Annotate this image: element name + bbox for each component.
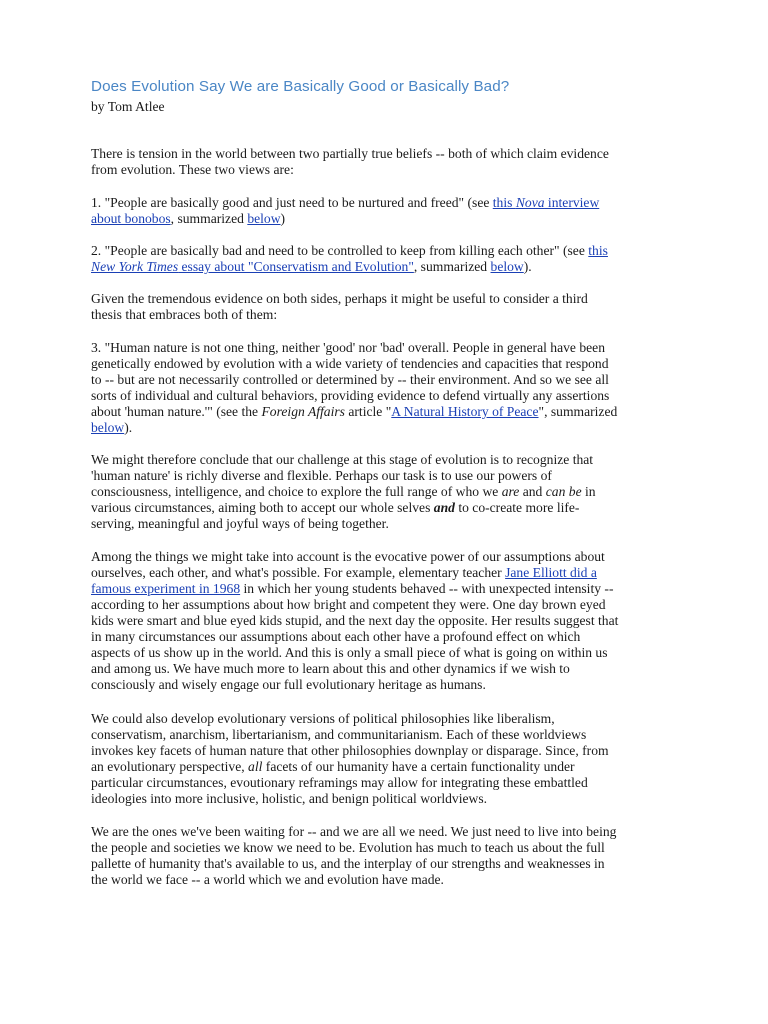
paragraph-assumptions-line: ourselves, each other, and what's possible. For example, elementary teacher Jane Elliott did a (91, 565, 597, 580)
paragraph-view-1-line: about bonobos, summarized below) (91, 211, 286, 226)
paragraph-view-2-line: 2. "People are basically bad and need to be controlled to keep from killing each other" (see this (91, 243, 608, 258)
paragraph-view-3-line: sorts of individual and cultural behaviors, providing evidence to defend virtually any assertions (91, 388, 610, 403)
paragraph-politics-line: particular circumstances, evoutionary reframings may allow for integrating these embattled (91, 775, 588, 790)
paragraph-closing-line: the people and societies we know we need to be. Evolution has much to teach us about the full (91, 840, 605, 855)
paragraph-view-3-line: about 'human nature.'" (see the Foreign Affairs article "A Natural History of Peace", summarized (91, 404, 618, 419)
paragraph-politics-line: invokes key facets of human nature that other philosophies downplay or disparage. Since, from (91, 743, 609, 758)
paragraph-politics-line: conservatism, anarchism, libertarianism, and communitarianism. Each of these worldviews (91, 727, 587, 742)
nyt-essay-link[interactable]: this (588, 243, 608, 258)
paragraph-view-2-line: New York Times essay about "Conservatism and Evolution", summarized below). (91, 259, 532, 274)
paragraph-conclusion-line: 'human nature' is richly diverse and flexible. Perhaps our task is to use our powers of (91, 468, 552, 483)
paragraph-assumptions-line: consciously and wisely engage our full evolutionary heritage as humans. (91, 677, 486, 692)
paragraph-assumptions-line: according to her assumptions about how bright and competent they were. One day brown eyed (91, 597, 606, 612)
paragraph-thesis-line: thesis that embraces both of them: (91, 307, 278, 322)
nova-interview-link[interactable]: this Nova interview (492, 195, 600, 210)
paragraph-view-3-line: to -- but are not necessarily controlled or determined by -- their environment. And so we see all (91, 372, 609, 387)
paragraph-conclusion-line: consciousness, intelligence, and choice to explore the full range of who we are and can be in (91, 484, 596, 499)
paragraph-closing-line: pallette of humanity that's available to us, and the interplay of our strengths and weaknesses in (91, 856, 605, 871)
paragraph-view-1-line: 1. "People are basically good and just need to be nurtured and freed" (see this Nova interview (91, 195, 600, 210)
paragraph-assumptions-line: Among the things we might take into account is the evocative power of our assumptions about (91, 549, 605, 564)
author-byline: by Tom Atlee (91, 99, 165, 114)
natural-history-of-peace-link[interactable]: A Natural History of Peace (391, 404, 539, 419)
paragraph-politics-line: ideologies into more inclusive, holistic, and benign political worldviews. (91, 791, 488, 806)
nyt-essay-link-cont[interactable]: New York Times essay about "Conservatism and Evolution" (91, 259, 414, 274)
paragraph-conclusion-line: serving, meaningful and joyful ways of being together. (91, 516, 389, 531)
paragraph-conclusion-line: various circumstances, aiming both to accept our whole selves and to co-create more life- (91, 500, 580, 515)
paragraph-closing-line: We are the ones we've been waiting for -- and we are all we need. We just need to live into being (91, 824, 617, 839)
paragraph-assumptions-line: and among us. We have much more to learn about this and other dynamics if we wish to (91, 661, 570, 676)
paragraph-view-3-line: 3. "Human nature is not one thing, neither 'good' nor 'bad' overall. People in general have been (91, 340, 606, 355)
paragraph-intro-line: from evolution. These two views are: (91, 162, 294, 177)
jane-elliott-link[interactable]: Jane Elliott did a (505, 565, 597, 580)
paragraph-view-3-line: genetically endowed by evolution with a wide variety of tendencies and capacities that respond (91, 356, 609, 371)
below-link-1[interactable]: below (247, 211, 281, 226)
paragraph-view-3-line: below). (91, 420, 133, 435)
document-title: Does Evolution Say We are Basically Good or Basically Bad? (91, 78, 510, 95)
below-link-2[interactable]: below (490, 259, 524, 274)
nova-interview-link-cont[interactable]: about bonobos (91, 211, 171, 226)
paragraph-conclusion-line: We might therefore conclude that our challenge at this stage of evolution is to recognize that (91, 452, 594, 467)
paragraph-closing-line: the world we face -- a world which we and evolution have made. (91, 872, 444, 887)
paragraph-thesis-line: Given the tremendous evidence on both sides, perhaps it might be useful to consider a third (91, 291, 588, 306)
paragraph-assumptions-line: famous experiment in 1968 in which her young students behaved -- with unexpected intensity -- (91, 581, 614, 596)
below-link-3[interactable]: below (91, 420, 125, 435)
paragraph-politics-line: an evolutionary perspective, all facets of our humanity have a certain functionality under (91, 759, 575, 774)
paragraph-assumptions-line: aspects of us show up in the world. And this is only a small piece of what is going on within us (91, 645, 608, 660)
paragraph-politics-line: We could also develop evolutionary versions of political philosophies like liberalism, (91, 711, 555, 726)
paragraph-intro-line: There is tension in the world between two partially true beliefs -- both of which claim evidence (91, 146, 609, 161)
jane-elliott-link-cont[interactable]: famous experiment in 1968 (91, 581, 241, 596)
paragraph-assumptions-line: kids were smart and blue eyed kids stupid, and the next day the opposite. Her results suggest that (91, 613, 619, 628)
paragraph-assumptions-line: in many circumstances our assumptions about each other have a profound effect on which (91, 629, 581, 644)
